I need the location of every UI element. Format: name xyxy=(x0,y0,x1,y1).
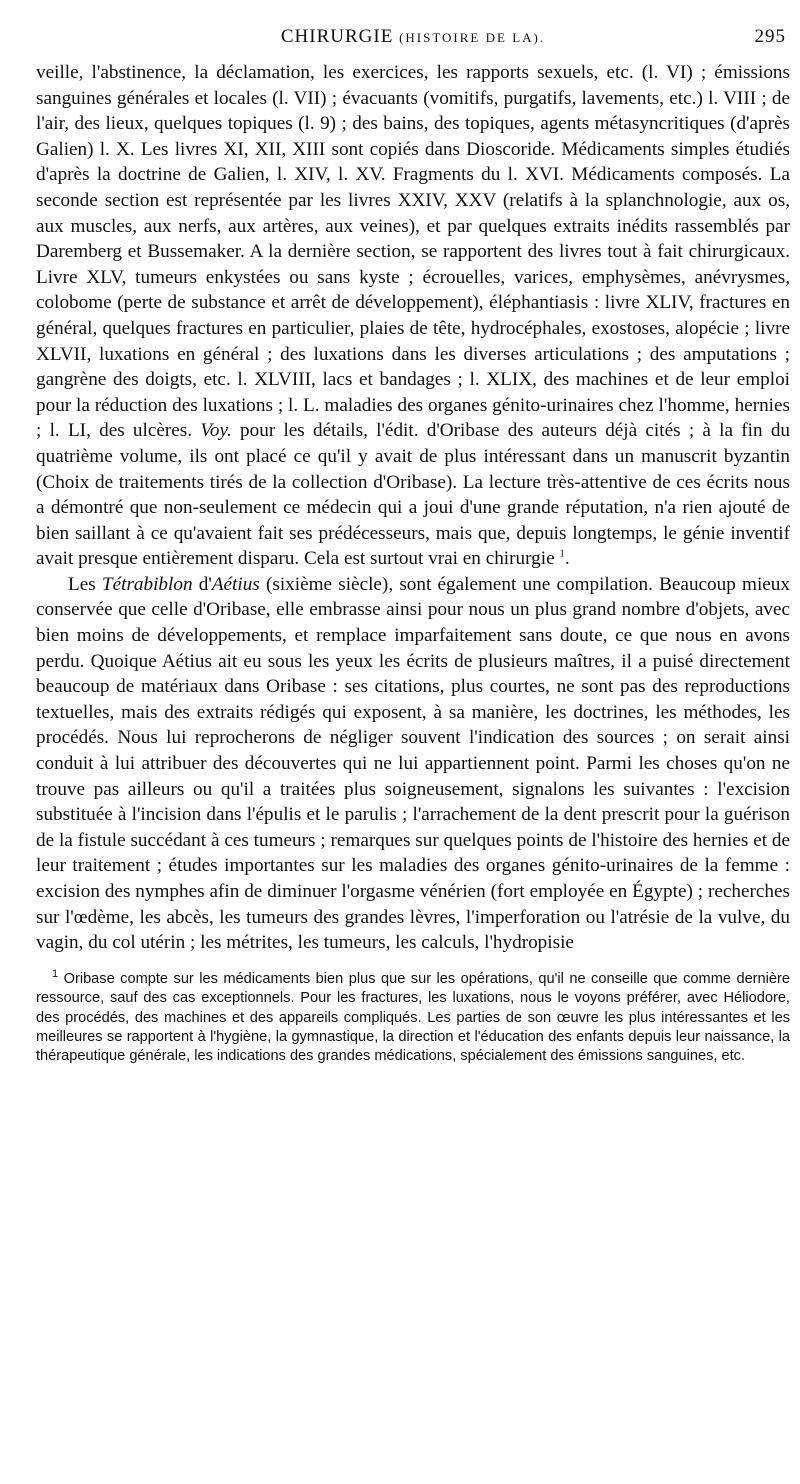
paragraph-aetius-lead: Les xyxy=(68,573,96,595)
paragraph-oribase xyxy=(36,60,790,572)
author-name-aetius: Aétius xyxy=(211,573,260,595)
footnote-text: Oribase compte sur les médicaments bien plus que sur les opérations, qu'il ne conseille que comme dernière ressource, sauf des cas exceptionnels. Pour les fractures, les luxations, nous le voyons préférer, avec Héliodore, des procédés, des machines et des appareils compliqués. Les parties de son œuvre les plus intéressantes et les meilleures se rapportent à l'hygiène, la gymnastique, la direction et l'éducation des enfants depuis leur naissance, la thérapeutique générale, les indications des grandes médications, spécialement des émissions sanguines, etc. xyxy=(36,970,790,1065)
footnote-1 xyxy=(36,967,790,1067)
running-title-subtitle: (HISTOIRE DE LA). xyxy=(399,30,546,45)
footnote-marker: 1 xyxy=(52,967,59,980)
running-title xyxy=(36,26,790,48)
paragraph-oribase-continuation: pour les détails, l'édit. d'Oribase des auteurs déjà cités ; à la fin du quatrième volume, ils ont placé ce qu'il y avait de plus intéressant dans un manuscrit byzantin (Choix de traitements tirés de la collection d'Oribase). La lecture très-attentive de ces écrits nous a démontré que non-seulement ce médecin qui a joui d'une grande réputation, n'a rien ajouté de bien saillant à ce qu'avaient fait ses prédécesseurs, mais que, depuis longtemps, le génie inventif avait presque entièrement disparu. Cela est surtout vrai en chirurgie xyxy=(36,420,791,570)
running-head xyxy=(36,20,790,60)
page-number: 295 xyxy=(754,26,786,47)
footnotes xyxy=(36,967,790,1067)
voy-abbreviation: Voy. xyxy=(200,420,232,442)
paragraph-oribase-text: veille, l'abstinence, la déclamation, les exercices, les rapports sexuels, etc. (l. VI) ; émissions sanguines générales et locales (l. VII) ; évacuants (vomitifs, purgatifs, lavements, etc.) l. VIII ; de l'air, des lieux, quelques topiques (l. 9) ; des bains, des topiques, agents métasyncritiques (d'après Galien) l. X. Les livres XI, XII, XIII sont copiés dans Dioscoride. Médicaments simples étudiés d'après la doctrine de Galien, l. XIV, l. XV. Fragments du l. XVI. Médicaments composés. La seconde section est représentée par les livres XXIV, XXV (relatifs à la splanchnologie, aux os, aux muscles, aux nerfs, aux artères, aux veines), et par quelques extraits inédits rassemblés par Daremberg et Bussemaker. A la dernière section, se rapportent des livres tout à fait chirurgicaux. Livre XLV, tumeurs enkystées ou sans kyste ; écrouelles, varices, emphysèmes, anévrysmes, colobome (perte de substance et arrêt de développement), éléphantiasis : livre XLIV, fractures en général, quelques fractures en particulier, plaies de tête, hydrocéphales, exostoses, alopécie ; livre XLVII, luxations en général ; des luxations dans les diverses articulations ; des amputations ; gangrène des doigts, etc. l. XLVIII, lacs et bandages ; l. XLIX, des machines et de leur emploi pour la réduction des luxations ; l. L. maladies des organes génito-urinaires chez l'homme, hernies ; l. LI, des ulcères. xyxy=(36,62,790,442)
footnote-reference: 1 xyxy=(559,547,565,560)
running-title-main: CHIRURGIE xyxy=(280,26,394,47)
paragraph-oribase-end: . xyxy=(564,548,570,570)
main-text xyxy=(36,60,790,956)
paragraph-aetius-text: (sixième siècle), sont également une compilation. Beaucoup mieux conservée que celle d'Oribase, elle embrasse ainsi pour nous un plus grand nombre d'objets, avec bien moins de développements, et remplace imparfaitement sans doute, ce que nous en avons perdu. Quoique Aétius ait eu sous les yeux les écrits de plusieurs maîtres, il a puisé directement beaucoup de matériaux dans Oribase : ses citations, plus courtes, ne sont pas des reproductions textuelles, mais des extraits rédigés qui exposent, à sa manière, les doctrines, les méthodes, les procédés. Nous lui reprocherons de négliger souvent l'indication des sources ; on serait ainsi conduit à lui attribuer des découvertes qui ne lui appartiennent point. Parmi les choses qu'on ne trouve pas ailleurs ou qu'il a traitées plus soigneusement, signalons les suivantes : l'excision substituée à l'incision dans l'épulis et le parulis ; l'arrachement de la dent prescrit pour la guérison de la fistule succédant à ces tumeurs ; remarques sur quelques points de l'histoire des hernies et de leur traitement ; études importantes sur les maladies des organes génito-urinaires de la femme : excision des nymphes afin de diminuer l'orgasme vénérien (fort employée en Égypte) ; recherches sur l'œdème, les abcès, les tumeurs des grandes lèvres, l'imperforation ou l'atrésie de la vulve, du vagin, du col utérin ; les métrites, les tumeurs, les calculs, l'hydropisie xyxy=(36,573,790,954)
paragraph-aetius xyxy=(36,572,790,956)
work-title-tetrabiblon: Tétrabiblon xyxy=(101,573,193,595)
paragraph-aetius-of: d' xyxy=(198,573,212,595)
book-page xyxy=(36,20,790,1067)
